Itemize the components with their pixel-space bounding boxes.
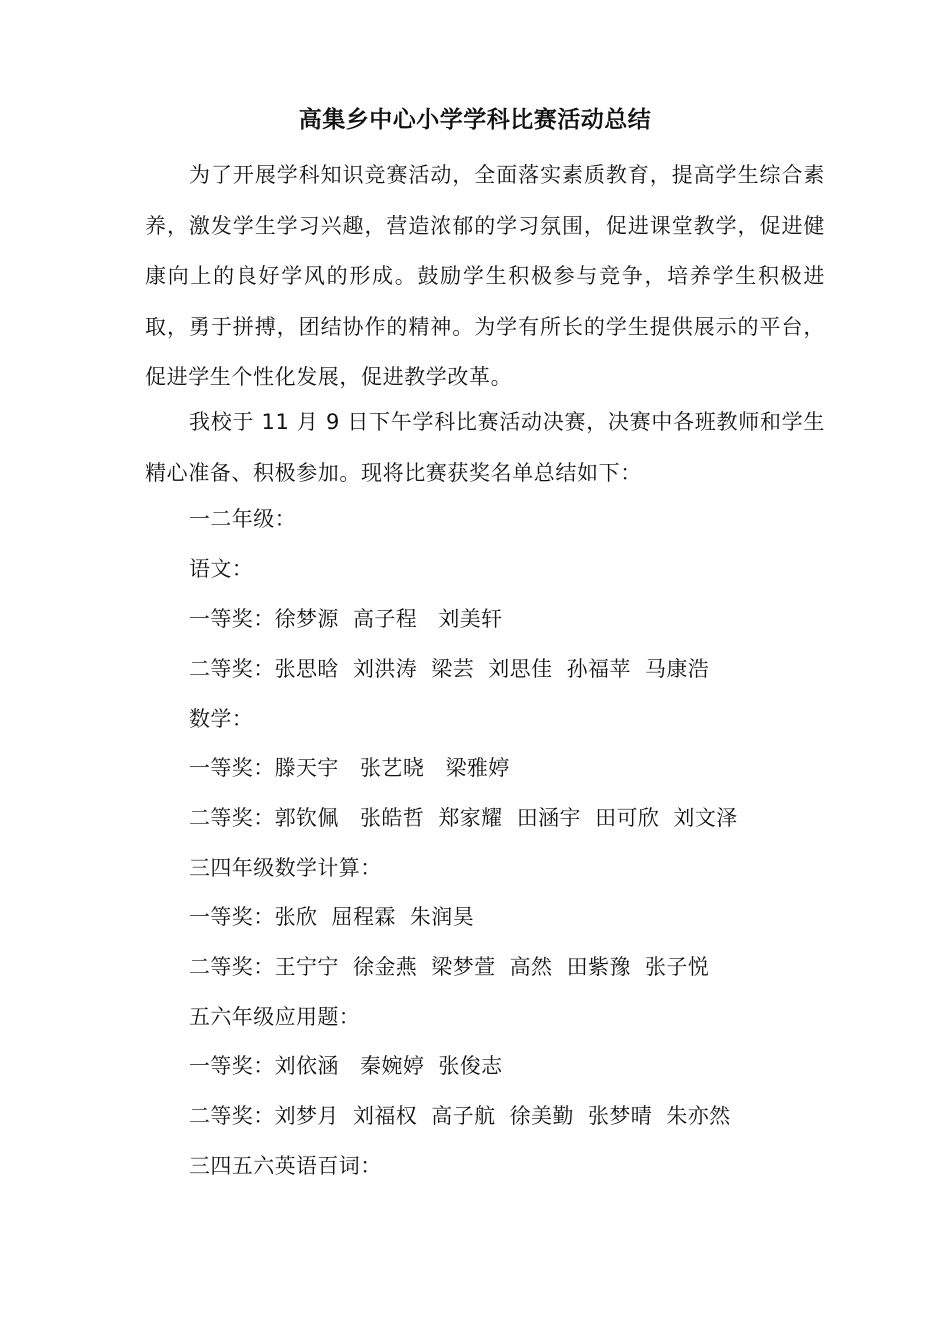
grade-heading-3-4-math: 三四年级数学计算：: [189, 856, 382, 880]
competition-paragraph: 我校于 11 月 9 日下午学科比赛活动决赛，决赛中各班教师和学生精心准备、积极参加。现将比赛获奖名单总结如下：: [145, 410, 825, 485]
grade-heading-3-6-english: 三四五六英语百词：: [189, 1154, 382, 1178]
award-line-first-prize: 一等奖：张欣 屈程霖 朱润昊: [189, 905, 475, 929]
award-line-first-prize: 一等奖：刘依涵 秦婉婷 张俊志: [189, 1054, 503, 1078]
award-line-first-prize: 一等奖：滕天宇 张艺晓 梁雅婷: [189, 756, 510, 780]
award-line-second-prize: 二等奖：王宁宁 徐金燕 梁梦萱 高然 田紫豫 张子悦: [189, 955, 710, 979]
grade-heading-5-6-word-problems: 五六年级应用题：: [189, 1005, 361, 1029]
intro-paragraph: 为了开展学科知识竞赛活动，全面落实素质教育，提高学生综合素养，激发学生学习兴趣，营造浓郁的学习氛围，促进课堂教学，促进健康向上的良好学风的形成。鼓励学生积极参与竞争，培养学生积极进取，勇于拼搏，团结协作的精神。为学有所长的学生提供展示的平台，促进学生个性化发展，促进教学改革。: [145, 163, 825, 389]
subject-heading-math: 数学：: [189, 707, 254, 731]
document-title: 高集乡中心小学学科比赛活动总结: [298, 107, 652, 133]
award-line-first-prize: 一等奖：徐梦源 高子程 刘美轩: [189, 607, 503, 631]
award-line-second-prize: 二等奖：张思晗 刘洪涛 梁芸 刘思佳 孙福苹 马康浩: [189, 657, 710, 681]
grade-heading-1-2: 一二年级：: [189, 507, 296, 531]
subject-heading-chinese: 语文：: [189, 557, 254, 581]
award-line-second-prize: 二等奖：郭钦佩 张皓哲 郑家耀 田涵宇 田可欣 刘文泽: [189, 806, 738, 830]
award-line-second-prize: 二等奖：刘梦月 刘福权 高子航 徐美勤 张梦晴 朱亦然: [189, 1104, 731, 1128]
